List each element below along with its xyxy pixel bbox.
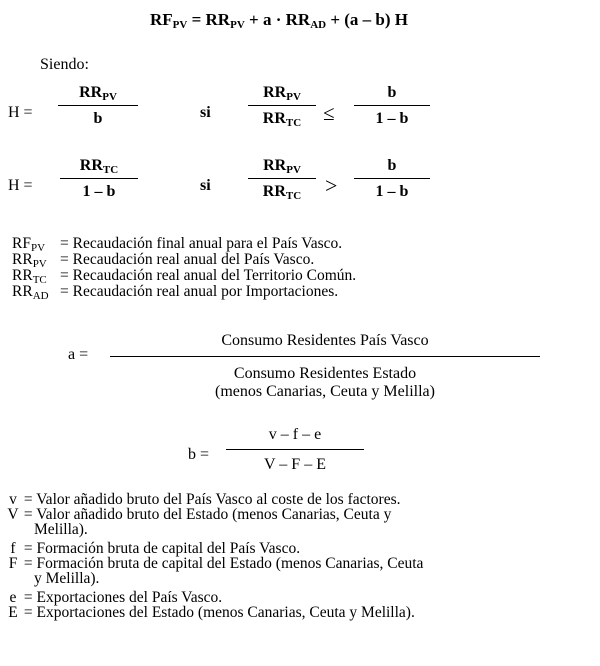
variable-text: = Exportaciones del País Vasco. xyxy=(23,589,223,606)
variable-symbol: v xyxy=(9,491,17,508)
symbol-subscript: AD xyxy=(32,290,49,302)
variable-V-continuation: Melilla). xyxy=(34,521,88,538)
definition-text: = Recaudación real anual por Importaciones. xyxy=(60,283,339,300)
variable-symbol: f xyxy=(10,540,16,557)
fraction-bar xyxy=(248,105,316,106)
symbol-base: RR xyxy=(285,10,311,29)
symbol-subscript: TC xyxy=(32,274,47,286)
variable-text: = Formación bruta de capital del Estado (menos Canarias, Ceuta xyxy=(23,555,424,572)
equals-sign: = xyxy=(187,10,206,29)
definition-rf-pv xyxy=(12,236,342,252)
siendo-label: Siendo: xyxy=(40,56,89,73)
symbol-subscript: PV xyxy=(230,19,245,31)
h-term: + (a – b) H xyxy=(326,10,409,29)
case2-h-fraction xyxy=(60,157,138,201)
case1-si: si xyxy=(200,104,211,121)
fraction-numerator: Consumo Residentes País Vasco xyxy=(221,332,429,349)
fraction-denominator: 1 – b xyxy=(375,110,409,127)
definition-rr-ad xyxy=(12,284,338,300)
symbol-base: RR xyxy=(262,110,286,127)
symbol-subscript: PV xyxy=(102,91,117,103)
symbol-subscript: PV xyxy=(286,91,301,103)
symbol-base: RR xyxy=(12,283,33,300)
case2-h: H = xyxy=(8,177,33,194)
definition-text: = Recaudación final anual para el País Vasco. xyxy=(60,235,343,252)
case2-relation: > xyxy=(325,173,338,198)
variable-definitions xyxy=(6,492,423,620)
variable-V xyxy=(6,507,423,522)
variable-symbol: E xyxy=(8,604,18,621)
fraction-bar xyxy=(226,449,364,450)
fraction-bar xyxy=(58,105,138,106)
variable-text: = Exportaciones del Estado (menos Canarias, Ceuta y Melilla). xyxy=(23,604,415,621)
rr-ad-symbol xyxy=(286,10,326,29)
a-lhs: a = xyxy=(68,346,89,363)
symbol-subscript: PV xyxy=(30,242,46,254)
symbol-subscript: PV xyxy=(32,258,47,270)
variable-f xyxy=(6,541,423,556)
variable-text: = Valor añadido bruto del País Vasco al coste de los factores. xyxy=(23,491,401,508)
variable-E xyxy=(6,605,423,620)
fraction-numerator xyxy=(60,157,138,175)
case2-condition-fraction xyxy=(248,157,316,201)
fraction-numerator xyxy=(248,157,316,175)
case2-si: si xyxy=(200,177,211,194)
definition-symbol xyxy=(12,284,60,300)
variable-text: = Formación bruta de capital del País Vasco. xyxy=(23,540,301,557)
variable-v xyxy=(6,492,423,507)
variable-text: = Valor añadido bruto del Estado (menos Canarias, Ceuta y xyxy=(23,506,392,523)
fraction-numerator xyxy=(58,84,138,102)
fraction-bar xyxy=(60,178,138,179)
fraction-denominator: V – F – E xyxy=(264,456,326,473)
definition-rr-pv xyxy=(12,252,314,268)
definition-text: = Recaudación real anual del Territorio Común. xyxy=(60,267,357,284)
rr-pv-symbol xyxy=(206,10,245,29)
fraction-bar xyxy=(354,178,430,179)
variable-F xyxy=(6,556,423,571)
symbol-subscript: AD xyxy=(310,19,327,31)
fraction-denominator xyxy=(248,110,316,128)
fraction-bar xyxy=(248,178,316,179)
plus-a-term: + a · xyxy=(244,10,286,29)
symbol-base: RF xyxy=(150,10,173,29)
symbol-subscript: TC xyxy=(102,164,119,176)
main-formula xyxy=(150,10,408,30)
definition-rr-tc xyxy=(12,268,356,284)
symbol-subscript: TC xyxy=(285,117,302,129)
variable-e xyxy=(6,590,423,605)
fraction-bar xyxy=(110,356,540,357)
fraction-denominator-line2: (menos Canarias, Ceuta y Melilla) xyxy=(215,383,435,400)
fraction-denominator: 1 – b xyxy=(82,183,116,200)
fraction-numerator: b xyxy=(387,157,397,174)
symbol-subscript: PV xyxy=(172,19,188,31)
fraction-denominator xyxy=(248,183,316,201)
symbol-base: RR xyxy=(12,267,33,284)
symbol-base: RR xyxy=(12,251,33,268)
definition-text: = Recaudación real anual del País Vasco. xyxy=(60,251,315,268)
symbol-base: RR xyxy=(79,84,103,101)
case1-h: H = xyxy=(8,104,33,121)
definition-symbol xyxy=(12,236,60,252)
fraction-numerator: b xyxy=(387,84,397,101)
symbol-subscript: PV xyxy=(286,164,301,176)
a-fraction xyxy=(110,332,540,401)
symbol-subscript: TC xyxy=(285,190,302,202)
variable-F-continuation: y Melilla). xyxy=(34,570,100,587)
b-lhs: b = xyxy=(188,446,210,463)
case1-condition-fraction xyxy=(248,84,316,128)
fraction-bar xyxy=(354,105,430,106)
fraction-numerator xyxy=(248,84,316,102)
b-fraction xyxy=(226,426,364,474)
symbol-base: RR xyxy=(79,157,103,174)
fraction-denominator: b xyxy=(93,110,103,127)
variable-symbol: F xyxy=(8,555,18,572)
definition-symbol xyxy=(12,268,60,284)
case2-ratio-fraction xyxy=(354,157,430,201)
case1-relation: ≤ xyxy=(323,101,335,125)
case1-h-fraction xyxy=(58,84,138,128)
symbol-base: RR xyxy=(263,157,287,174)
symbol-base: RR xyxy=(262,183,286,200)
definition-symbol xyxy=(12,252,60,268)
fraction-denominator: 1 – b xyxy=(375,183,409,200)
symbol-base: RF xyxy=(12,235,31,252)
symbol-base: RR xyxy=(263,84,287,101)
variable-symbol: V xyxy=(7,506,19,523)
fraction-denominator: Consumo Residentes Estado xyxy=(233,365,417,382)
symbol-base: RR xyxy=(205,10,231,29)
rf-pv-symbol xyxy=(150,10,187,29)
variable-symbol: e xyxy=(9,589,17,606)
case1-ratio-fraction xyxy=(354,84,430,128)
fraction-numerator: v – f – e xyxy=(268,426,322,443)
